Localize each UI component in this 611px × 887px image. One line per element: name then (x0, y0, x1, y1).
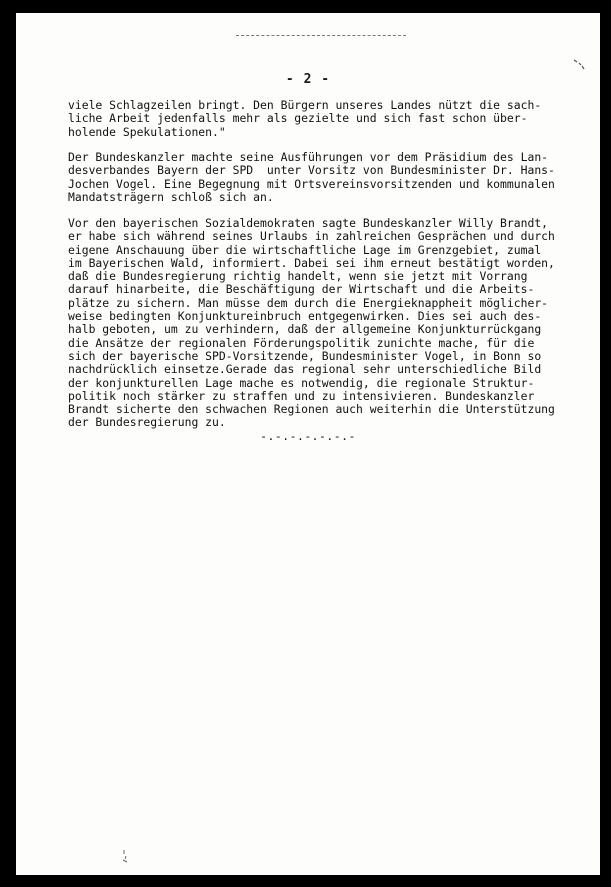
end-mark: -.-.-.-.-.-.- (260, 429, 356, 443)
line: daß die Bundesregierung richtig handelt, wenn sie jetzt mit Vorrang (68, 269, 528, 284)
paragraph-2 (68, 151, 593, 204)
document-page (16, 13, 600, 875)
paragraph-3 (68, 217, 593, 430)
line: halb geboten, um zu verhindern, daß der allgemeine Konjunkturrückgang (68, 322, 542, 337)
line: darauf hinarbeite, die Beschäftigung der Wirtschaft und die Arbeits- (68, 282, 535, 297)
line: viele Schlagzeilen bringt. Den Bürgern unseres Landes nützt die sach- (68, 98, 542, 112)
scan-mark-icon (572, 57, 586, 71)
line: der Bundesregierung zu. (68, 415, 226, 430)
line: politik noch stärker zu straffen und zu intensivieren. Bundeskanzler (68, 388, 535, 403)
line: Jochen Vogel. Eine Begegnung mit Ortsvereinsvorsitzenden und kommunalen (68, 176, 555, 191)
line: er habe sich während seines Urlaubs in zahlreichen Gesprächen und durch (68, 229, 555, 244)
line: liche Arbeit jedenfalls mehr als gezielte und sich fast schon über- (68, 111, 528, 126)
line: Vor den bayerischen Sozialdemokraten sagte Bundeskanzler Willy Brandt, (68, 216, 549, 230)
line: eigene Anschauung über die wirtschaftliche Lage im Grenzgebiet, zumal (68, 242, 542, 257)
line: desverbandes Bayern der SPD unter Vorsitz von Bundesminister Dr. Hans- (68, 163, 555, 178)
line: die Ansätze der regionalen Förderungspolitik zunichte mache, für die (68, 335, 535, 350)
scan-smudge-icon (122, 849, 128, 863)
line: Brandt sicherte den schwachen Regionen auch weiterhin die Unterstützung (68, 402, 555, 417)
line: Der Bundeskanzler machte seine Ausführungen vor dem Präsidium des Lan- (68, 150, 549, 164)
paragraph-1 (68, 99, 593, 139)
line: nachdrücklich einsetze.Gerade das regional sehr unterschiedliche Bild (68, 362, 542, 377)
line: holende Spekulationen." (68, 124, 226, 139)
line: Mandatsträgern schloß sich an. (68, 189, 274, 204)
top-rule (236, 35, 406, 36)
line: im Bayerischen Wald, informiert. Dabei sei ihm erneut bestätigt worden, (68, 255, 555, 270)
line: der konjunkturellen Lage mache es notwendig, die regionale Struktur- (68, 375, 535, 390)
line: sich der bayerische SPD-Vorsitzende, Bundesminister Vogel, in Bonn so (68, 348, 542, 363)
line: plätze zu sichern. Man müsse dem durch die Energieknappheit möglicher- (68, 295, 549, 310)
page-number: - 2 - (285, 72, 331, 87)
line: weise bedingten Konjunktureinbruch entgegenwirken. Dies sei auch des- (68, 309, 542, 324)
